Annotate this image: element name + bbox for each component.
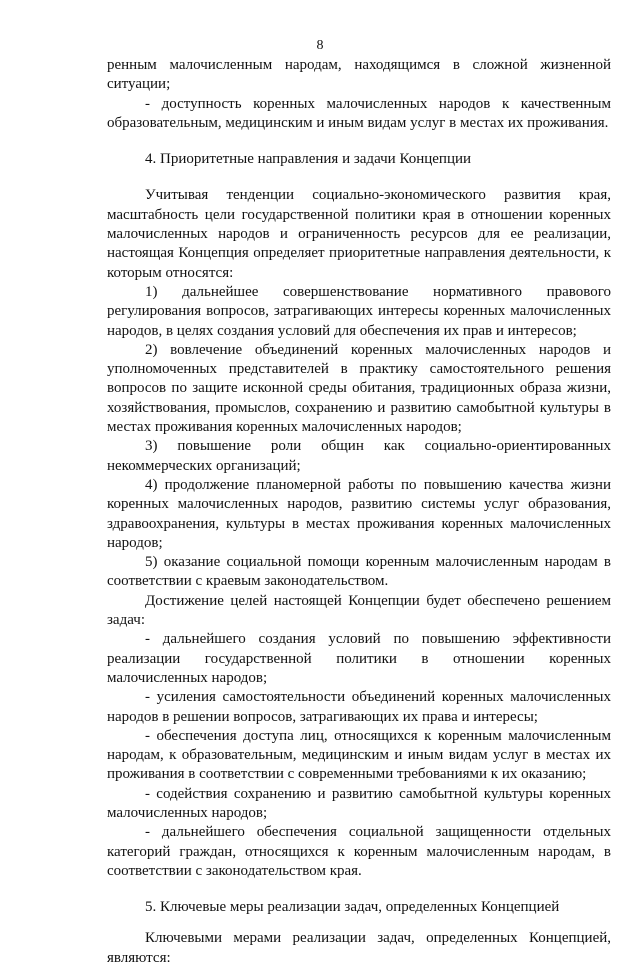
list-item: 2) вовлечение объединений коренных малочисленных народов и уполномоченных представителей в практику самостоятельного решения вопросов по защите исконной среды обитания, традиционных образа жизни, хозяйствования, промыслов, сохранению и развитию самобытной культуры в местах проживания коренных малочисленных народов; [107, 341, 611, 436]
paragraph: Учитывая тенденции социально-экономического развития края, масштабность цели государственной политики края в отношении коренных малочисленных народов и ограниченность ресурсов для ее реализации, настоящая Концепция определяет приоритетные направления деятельности, к которым относятся: [107, 187, 611, 281]
list-item: - усиления самостоятельности объединений коренных малочисленных народов в решении вопросов, затрагивающих их права и интересы; [107, 689, 611, 725]
spacer [107, 917, 611, 929]
list-item: - доступность коренных малочисленных народов к качественным образовательным, медицинским и иным видам услуг в местах их проживания. [107, 95, 611, 131]
list-item: - содействия сохранению и развитию самобытной культуры коренных малочисленных народов; [107, 785, 611, 821]
section-heading: 5. Ключевые меры реализации задач, определенных Концепцией [145, 899, 560, 916]
list-item: - обеспечения доступа лиц, относящихся к коренным малочисленным народам, к образовательным, медицинским и иным видам услуг в местах их проживания в соответствии с современными требованиями к их оказанию; [107, 727, 611, 783]
paragraph: Достижение целей настоящей Концепции будет обеспечено решением задач: [107, 592, 611, 629]
section-heading: 4. Приоритетные направления и задачи Концепции [145, 151, 472, 168]
list-item: - дальнейшего обеспечения социальной защищенности отдельных категорий граждан, относящихся к коренным малочисленным народам, в соответствии с законодательством края. [107, 824, 611, 879]
list-item: 1) дальнейшее совершенствование нормативного правового регулирования вопросов, затрагивающих интересы коренных малочисленных народов, в целях создания условий для обеспечения их прав и интересов; [107, 283, 611, 339]
spacer [107, 881, 611, 898]
list-item: 5) оказание социальной помощи коренным малочисленным народам в соответствии с краевым законодательством. [107, 554, 611, 590]
spacer [107, 169, 611, 186]
list-item: - дальнейшего создания условий по повышению эффективности реализации государственной политики в отношении коренных малочисленных народов; [107, 631, 611, 686]
paragraph: Ключевыми мерами реализации задач, определенных Концепцией, являются: [107, 930, 611, 966]
list-item: 4) продолжение планомерной работы по повышению качества жизни коренных малочисленных народов, развитию системы услуг образования, здравоохранения, культуры в местах проживания коренных малочисленных народов; [107, 476, 611, 551]
list-item: 3) повышение роли общин как социально-ориентированных некоммерческих организаций; [107, 438, 611, 474]
page-number: 8 [316, 38, 324, 53]
paragraph: ренным малочисленным народам, находящимся в сложной жизненной ситуации; [107, 57, 611, 93]
page-content [107, 56, 611, 968]
spacer [107, 133, 611, 150]
